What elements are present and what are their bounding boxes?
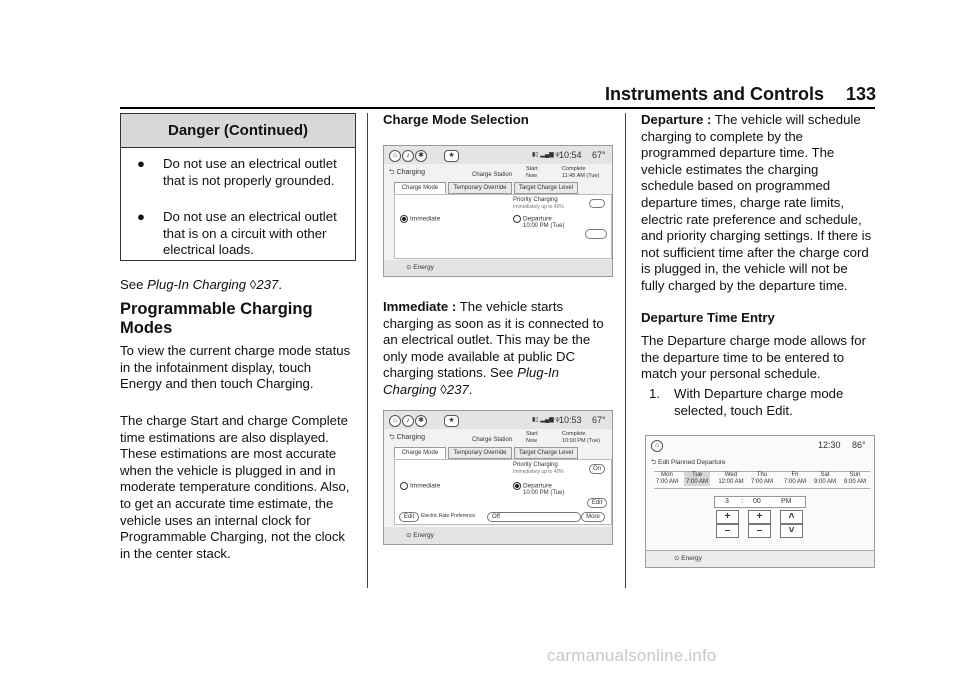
back-button[interactable]: ⮌ Charging (389, 169, 425, 176)
energy-button[interactable]: ⊙ Energy (674, 555, 702, 562)
bullet-icon: ● (137, 156, 145, 171)
see-page[interactable]: 237 (256, 277, 279, 292)
signal-icons: ▮▯ ▂▄▆ ψ (532, 417, 560, 423)
departure-time-entry-para: The Departure charge mode allows for the departure time to be entered to match your personal schedule. (641, 333, 867, 382)
clock: 10:54 (559, 150, 582, 160)
electric-rate-select[interactable]: Off (487, 512, 581, 522)
day-sun[interactable]: Sun 9:00 AM (843, 472, 866, 485)
departure-option[interactable]: Departure (513, 482, 552, 490)
charge-mode-panel (394, 194, 612, 259)
charge-mode-heading: Charge Mode Selection (383, 112, 529, 127)
programmable-para-2: The charge Start and charge Complete time estimations are also displayed. These estimations are most accurate when the vehicle is plugged in and in moderate temperature conditions. Also, to get an accurate time estimate, the vehicle uses an internal clock for Programmable Charging, not the clock in the center stack. (120, 413, 350, 561)
ampm-down-button[interactable]: ˅ (780, 524, 803, 538)
bullet-text: Do not use an electrical outlet that is on a circuit with other electrical loads. (163, 209, 337, 258)
see-link[interactable]: Plug-In Charging (147, 277, 247, 292)
departure-edit-button[interactable]: Edit (587, 498, 607, 508)
departure-option[interactable]: Departure (513, 215, 552, 223)
temperature: 67° (592, 415, 606, 425)
immediate-page[interactable]: 237 (446, 381, 469, 397)
screenshot-charge-mode-2 (383, 410, 613, 545)
favorites-icon: ★ (444, 150, 459, 162)
ampm-up-button[interactable]: ˄ (780, 510, 803, 524)
immediate-option[interactable]: Immediate (400, 215, 440, 223)
tab-target-charge-level[interactable]: Target Charge Level (514, 182, 578, 194)
complete-label: Complete (562, 431, 586, 437)
favorites-icon: ★ (444, 415, 459, 427)
charge-station-label: Charge Station (472, 437, 513, 443)
danger-heading: Danger (Continued) (121, 114, 355, 148)
tab-charge-mode[interactable]: Charge Mode (394, 447, 446, 459)
departure-time: 10:00 PM (Tue) (523, 490, 565, 496)
danger-bullet (137, 156, 347, 189)
day-fri[interactable]: Fri 7:00 AM (783, 472, 806, 485)
departure-time-entry-heading: Departure Time Entry (641, 310, 775, 325)
step-text: With Departure charge mode selected, touch Edit. (674, 386, 844, 418)
page-header-title: Instruments and Controls (605, 84, 825, 104)
temperature: 86° (852, 440, 866, 450)
charge-mode-panel (394, 459, 612, 525)
hour-value: 3 (725, 498, 729, 505)
watermark: carmanualsonline.info (547, 646, 717, 665)
hour-increment-button[interactable]: + (716, 510, 739, 524)
voice-icon: ♪ (402, 150, 414, 162)
day-sat[interactable]: Sat 9:00 AM (813, 472, 836, 485)
day-mon[interactable]: Mon 7:00 AM (655, 472, 678, 485)
settings-icon: ✱ (415, 415, 427, 427)
page-number: 133 (846, 84, 877, 104)
screenshot-charge-mode-1 (383, 145, 613, 277)
tab-temporary-override[interactable]: Temporary Override (448, 182, 512, 194)
ampm-value: PM (781, 498, 792, 505)
complete-value: 11:45 AM (Tue) (562, 173, 600, 179)
priority-toggle[interactable] (589, 199, 605, 208)
back-button[interactable]: ⮌ Charging (389, 434, 425, 441)
priority-label: Priority Charging (513, 197, 558, 203)
column-divider-2 (625, 113, 626, 588)
immediate-edit-button[interactable]: Edit (399, 512, 419, 522)
programmable-heading: Programmable Charging Modes (120, 300, 313, 337)
immediate-link[interactable]: Plug-In Charging (383, 365, 559, 397)
hour-decrement-button[interactable]: – (716, 524, 739, 538)
immediate-option[interactable]: Immediate (400, 482, 440, 490)
charge-station-label: Charge Station (472, 172, 513, 178)
settings-icon: ✱ (415, 150, 427, 162)
header-rule (120, 107, 875, 109)
departure-edit-button[interactable] (585, 229, 607, 239)
voice-icon: ♪ (402, 415, 414, 427)
day-selector (654, 471, 870, 489)
back-button[interactable]: ⮌ Edit Planned Departure (651, 459, 726, 466)
clock: 12:30 (818, 440, 841, 450)
page-ref-arrow-icon: ◊ (249, 277, 257, 292)
departure-paragraph (641, 112, 873, 295)
more-button[interactable]: More (581, 512, 605, 522)
step-number: 1. (649, 386, 660, 401)
minute-decrement-button[interactable]: – (748, 524, 771, 538)
tab-charge-mode[interactable]: Charge Mode (394, 182, 446, 194)
immediate-paragraph: Immediate : The vehicle starts charging as soon as it is connected to an electrical outlet. This may be the only mode available at public DC charging stations. See Plug-In Charging ◊237. (383, 299, 604, 397)
energy-button[interactable]: ⊙ Energy (406, 532, 434, 539)
screenshot-edit-departure (645, 435, 875, 568)
danger-bullet (137, 209, 347, 259)
page-ref-arrow-icon: ◊ (440, 381, 447, 397)
bullet-icon: ● (137, 209, 145, 224)
start-value: Now (526, 438, 538, 444)
danger-box (120, 113, 356, 261)
signal-icons: ▮▯ ▂▄▆ ψ (532, 152, 560, 158)
departure-time: 10:00 PM (Tue) (523, 223, 565, 229)
clock: 10:53 (559, 415, 582, 425)
immediate-term: Immediate : (383, 299, 457, 314)
departure-text: The vehicle will schedule charging to complete by the programmed departure time. The vehicle estimates the charging schedule based on programmed departure times, charge rate limits, electric rate preference and schedule, and priority charging settings. If there is not sufficient time after the charge cord is plugged in, the vehicle will not be fully charged by the departure time. (641, 112, 872, 293)
day-thu[interactable]: Thu 7:00 AM (750, 472, 773, 485)
temperature: 67° (592, 150, 606, 160)
day-wed[interactable]: Wed 12:00 AM (718, 472, 744, 485)
start-label: Start (526, 166, 538, 172)
home-icon: ⌂ (389, 415, 401, 427)
tab-target-charge-level[interactable]: Target Charge Level (514, 447, 578, 459)
column-divider-1 (367, 113, 368, 588)
priority-sub: Immediately up to 40% (513, 469, 564, 475)
priority-label: Priority Charging (513, 462, 558, 468)
time-display: 3 : 00 PM (714, 496, 806, 508)
tab-temporary-override[interactable]: Temporary Override (448, 447, 512, 459)
start-label: Start (526, 431, 538, 437)
energy-button[interactable]: ⊙ Energy (406, 264, 434, 271)
electric-rate-label: Electric Rate Preference (421, 513, 476, 519)
home-icon: ⌂ (651, 440, 663, 452)
tab-bar (394, 182, 610, 194)
complete-label: Complete (562, 166, 586, 172)
programmable-para-1: To view the current charge mode status in the infotainment display, touch Energy and then touch Charging. (120, 343, 351, 392)
priority-on-toggle[interactable]: On (589, 464, 605, 474)
see-reference: See Plug-In Charging ◊237. (120, 277, 282, 292)
minute-increment-button[interactable]: + (748, 510, 771, 524)
start-value: Now (526, 173, 538, 179)
bullet-text: Do not use an electrical outlet that is not properly grounded. (163, 156, 337, 188)
minute-value: 00 (753, 498, 761, 505)
priority-sub: Immediately up to 40% (513, 204, 564, 210)
see-word: See (120, 277, 144, 292)
departure-term: Departure : (641, 112, 712, 127)
complete-value: 10:00 PM (Tue) (562, 438, 601, 444)
home-icon: ⌂ (389, 150, 401, 162)
immediate-text: The vehicle starts charging as soon as it is connected to an electrical outlet. This may be the only mode available at public DC charging stations. See (383, 299, 604, 381)
tab-bar (394, 447, 610, 459)
day-tue[interactable]: Tue 7:00 AM (685, 472, 708, 485)
